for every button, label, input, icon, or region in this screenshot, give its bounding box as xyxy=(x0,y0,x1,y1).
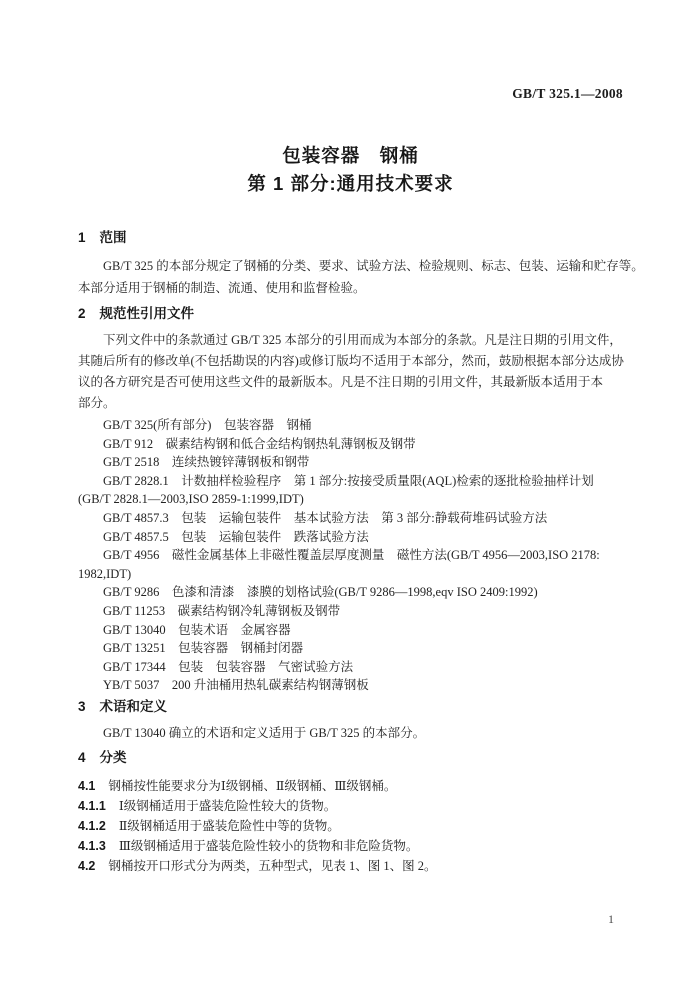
reference-text: GB/T 11253 碳素结构钢冷轧薄钢板及钢带 xyxy=(103,603,341,618)
reference-item xyxy=(78,416,623,435)
section-2-number: 2 xyxy=(78,306,86,321)
clause-text: 钢桶按性能要求分为Ⅰ级钢桶、Ⅱ级钢桶、Ⅲ级钢桶。 xyxy=(108,778,397,793)
clause-item xyxy=(78,816,623,836)
reference-text: GB/T 4857.3 包装 运输包装件 基本试验方法 第 3 部分:静载荷堆码试验方法 xyxy=(103,510,548,525)
reference-text: GB/T 13251 包装容器 钢桶封闭器 xyxy=(103,641,304,656)
section-3-number: 3 xyxy=(78,698,86,714)
reference-item xyxy=(78,602,623,621)
section-4-number: 4 xyxy=(78,749,86,765)
document-title xyxy=(78,142,623,198)
reference-text: GB/T 17344 包装 包装容器 气密试验方法 xyxy=(103,659,354,674)
reference-text-continued: 1982,IDT) xyxy=(78,566,132,581)
reference-item xyxy=(78,435,623,454)
reference-text: GB/T 4857.5 包装 运输包装件 跌落试验方法 xyxy=(103,529,369,544)
reference-item xyxy=(78,658,623,677)
clause-item xyxy=(78,776,623,796)
clause-number: 4.1.1 xyxy=(78,798,106,813)
section-3-heading xyxy=(78,699,623,715)
section-3-title: 术语和定义 xyxy=(99,698,168,714)
reference-text: GB/T 2828.1 计数抽样检验程序 第 1 部分:按接受质量限(AQL)检索的逐批检验抽样计划 xyxy=(103,473,594,488)
document-title-line2: 第 1 部分:通用技术要求 xyxy=(247,173,454,194)
clause-text: 钢桶按开口形式分为两类，五种型式，见表 1、图 1、图 2。 xyxy=(108,858,437,873)
reference-text: GB/T 13040 包装术语 金属容器 xyxy=(103,622,291,637)
reference-item xyxy=(78,453,623,472)
reference-text: GB/T 4956 磁性金属基体上非磁性覆盖层厚度测量 磁性方法(GB/T 4956—2003,ISO 2178: xyxy=(103,548,600,563)
clause-text: Ⅲ级钢桶适用于盛装危险性较小的货物和非危险货物。 xyxy=(118,838,419,853)
section-4-title: 分类 xyxy=(99,749,127,765)
reference-item xyxy=(78,509,623,528)
references-intro-line-2: 其随后所有的修改单(不包括勘误的内容)或修订版均不适用于本部分，然而，鼓励根据本部分达成协 xyxy=(78,354,624,368)
references-intro-line-3: 议的各方研究是否可使用这些文件的最新版本。凡是不注日期的引用文件，其最新版本适用于本 xyxy=(78,375,604,389)
terms-paragraph xyxy=(78,723,623,744)
classification-clauses xyxy=(78,776,623,876)
references-intro-line-1: 下列文件中的条款通过 GB/T 325 本部分的引用而成为本部分的条款。凡是注日期的引用文件， xyxy=(103,333,622,347)
document-title-line1: 包装容器 钢桶 xyxy=(282,145,419,166)
reference-text: GB/T 912 碳素结构钢和低合金结构钢热轧薄钢板及钢带 xyxy=(103,436,416,451)
clause-number: 4.2 xyxy=(78,858,96,873)
reference-text: YB/T 5037 200 升油桶用热轧碳素结构钢薄钢板 xyxy=(103,678,369,693)
reference-item xyxy=(78,528,623,547)
page-number: 1 xyxy=(608,912,614,926)
reference-item xyxy=(78,639,623,658)
reference-item xyxy=(78,583,623,602)
scope-line-2: 本部分适用于钢桶的制造、流通、使用和监督检验。 xyxy=(78,281,366,295)
section-1-title: 范围 xyxy=(99,230,127,245)
reference-item xyxy=(78,621,623,640)
references-intro xyxy=(78,330,623,414)
reference-text: GB/T 9286 色漆和清漆 漆膜的划格试验(GB/T 9286—1998,eqv ISO 2409:1992) xyxy=(103,585,538,600)
standard-code: GB/T 325.1—2008 xyxy=(512,86,623,101)
clause-text: Ⅱ级钢桶适用于盛装危险性中等的货物。 xyxy=(118,818,340,833)
clause-number: 4.1 xyxy=(78,778,96,793)
reference-text: GB/T 2518 连续热镀锌薄钢板和钢带 xyxy=(103,455,310,470)
reference-item xyxy=(78,546,623,583)
reference-text: GB/T 325(所有部分) 包装容器 钢桶 xyxy=(103,418,312,432)
references-list xyxy=(78,416,623,695)
clause-item xyxy=(78,796,623,816)
clause-number: 4.1.2 xyxy=(78,818,106,833)
section-1-heading xyxy=(78,230,623,246)
references-intro-line-4: 部分。 xyxy=(78,396,116,410)
section-1-number: 1 xyxy=(78,230,86,245)
terms-line: GB/T 13040 确立的术语和定义适用于 GB/T 325 的本部分。 xyxy=(103,725,426,740)
scope-paragraph xyxy=(78,255,644,299)
section-2-heading xyxy=(78,306,623,322)
section-4-heading xyxy=(78,750,623,766)
clause-number: 4.1.3 xyxy=(78,838,106,853)
reference-item xyxy=(78,472,623,509)
clause-item xyxy=(78,856,623,876)
section-2-title: 规范性引用文件 xyxy=(99,306,195,321)
clause-item xyxy=(78,836,623,856)
reference-text-continued: (GB/T 2828.1—2003,ISO 2859-1:1999,IDT) xyxy=(78,492,304,507)
reference-item xyxy=(78,676,623,695)
clause-text: Ⅰ级钢桶适用于盛装危险性较大的货物。 xyxy=(118,798,337,813)
scope-line-1: GB/T 325 的本部分规定了钢桶的分类、要求、试验方法、检验规则、标志、包装、运输和贮存等。 xyxy=(103,259,644,273)
